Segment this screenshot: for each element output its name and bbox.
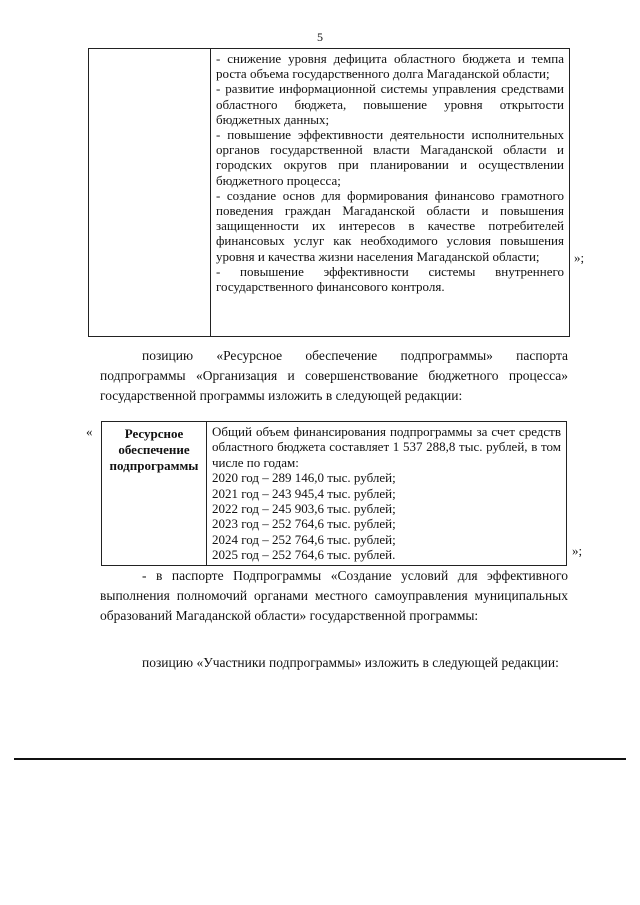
paragraph-subprogram-passport: - в паспорте Подпрограммы «Создание условий для эффективного выполнения полномочий органами местного самоуправления муниципальных образований Магаданской области» государственной программы: xyxy=(100,568,568,623)
goal-item: - повышение эффективности деятельности исполнительных органов государственной власти Магаданской области и городских округов при планировании и осуществлении бюджетного процесса; xyxy=(216,127,564,188)
paragraph-resource-position: позицию «Ресурсное обеспечение подпрограммы» паспорта подпрограммы «Организация и совершенствование бюджетного процесса» государственной программы изложить в следующей редакции: xyxy=(100,348,568,403)
goals-table xyxy=(88,48,570,337)
goal-item: - повышение эффективности системы внутреннего государственного финансового контроля. xyxy=(216,263,564,295)
footer-rule xyxy=(14,758,626,760)
resource-table xyxy=(101,421,567,566)
funding-year-row: 2024 год – 252 764,6 тыс. рублей; xyxy=(212,531,396,547)
funding-year-row: 2021 год – 243 945,4 тыс. рублей; xyxy=(212,485,396,501)
goal-item: - создание основ для формирования финансово грамотного поведения граждан Магаданской области и повышения защищенности их интересов в качестве потребителей финансовых услуг как необходимого условия повышения уровня и качества жизни населения Магаданской области; xyxy=(216,187,564,264)
goal-item: - развитие информационной системы управления средствами областного бюджета, повышение уровня открытости бюджетных данных; xyxy=(216,81,564,127)
goal-item: - снижение уровня дефицита областного бюджета и темпа роста объема государственного долга Магаданской области; xyxy=(216,51,564,82)
resource-body-cell xyxy=(207,422,567,566)
paragraph-participants-position: позицию «Участники подпрограммы» изложить в следующей редакции: xyxy=(142,655,559,670)
funding-year-row: 2023 год – 252 764,6 тыс. рублей; xyxy=(212,516,396,532)
table2-closing-quote: »; xyxy=(572,543,583,558)
page-number: 5 xyxy=(317,30,323,44)
goals-table-items-cell xyxy=(211,49,570,337)
resource-intro: Общий объем финансирования подпрограммы за счет средств областного бюджета составляет 1 537 288,8 тыс. рублей, в том числе по годам: xyxy=(212,424,561,470)
table2-open-quote: « xyxy=(86,424,93,439)
goals-table-left-cell xyxy=(89,49,211,337)
resource-label: Ресурсное обеспечение подпрограммы xyxy=(102,422,207,566)
funding-year-row: 2025 год – 252 764,6 тыс. рублей. xyxy=(212,547,396,563)
table1-closing-quote: »; xyxy=(574,250,585,265)
funding-year-row: 2020 год – 289 146,0 тыс. рублей; xyxy=(212,470,396,486)
funding-year-row: 2022 год – 245 903,6 тыс. рублей; xyxy=(212,501,396,517)
